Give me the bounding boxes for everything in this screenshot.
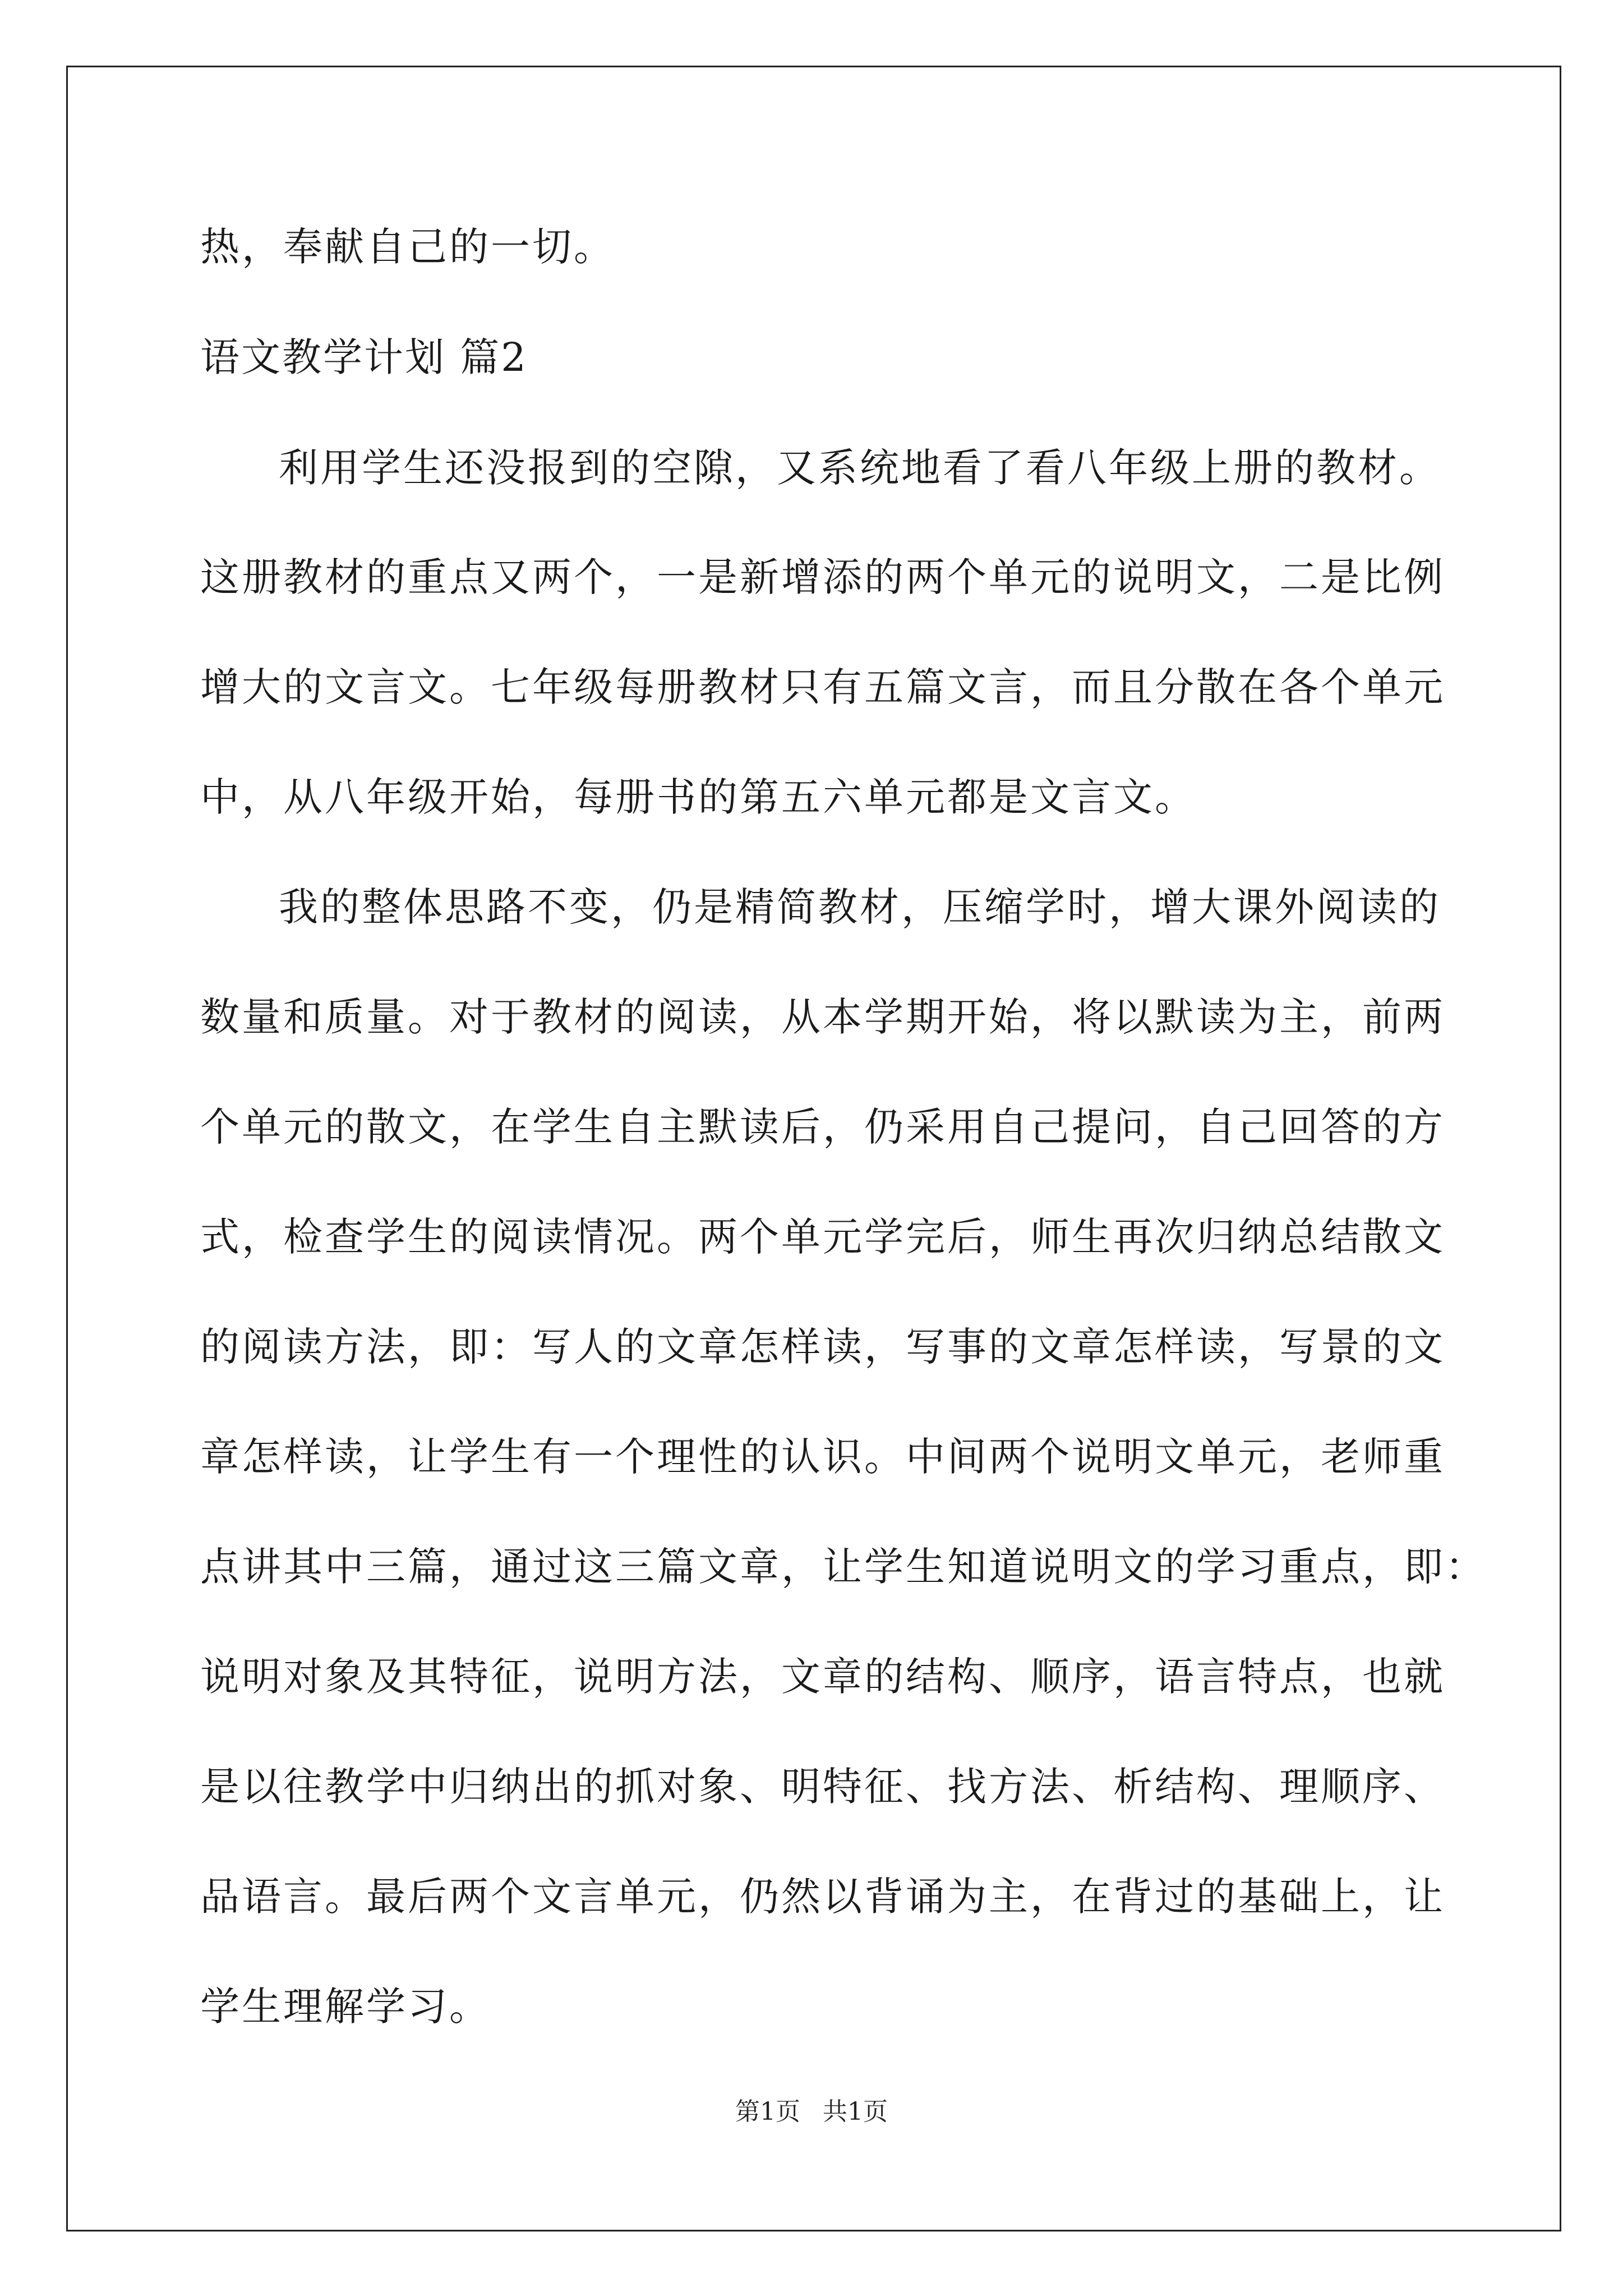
paragraph-1-line-1: 利用学生还没报到的空隙，又系统地看了看八年级上册的教材。	[279, 445, 1441, 491]
paragraph-1-line-4: 中，从八年级开始，每册书的第五六单元都是文言文。	[200, 774, 1196, 820]
paragraph-2-line-5: 的阅读方法，即：写人的文章怎样读，写事的文章怎样读，写景的文	[200, 1324, 1445, 1370]
paragraph-1-line-2: 这册教材的重点又两个，一是新增添的两个单元的说明文，二是比例	[200, 554, 1445, 600]
paragraph-2-line-6: 章怎样读，让学生有一个理性的认识。中间两个说明文单元，老师重	[200, 1434, 1445, 1480]
paragraph-2-line-9: 是以往教学中归纳出的抓对象、明特征、找方法、析结构、理顺序、	[200, 1764, 1445, 1810]
paragraph-2-line-7: 点讲其中三篇，通过这三篇文章，让学生知道说明文的学习重点，即：	[200, 1544, 1487, 1590]
paragraph-2-line-4: 式，检查学生的阅读情况。两个单元学完后，师生再次归纳总结散文	[200, 1214, 1445, 1260]
page-number-total: 共1页	[823, 2097, 888, 2126]
paragraph-1-line-3: 增大的文言文。七年级每册教材只有五篇文言，而且分散在各个单元	[200, 664, 1445, 710]
paragraph-2-line-1: 我的整体思路不变，仍是精简教材，压缩学时，增大课外阅读的	[279, 884, 1441, 930]
paragraph-2-line-11: 学生理解学习。	[200, 1984, 491, 2030]
section-heading: 语文教学计划 篇2	[200, 334, 528, 380]
paragraph-2-line-10: 品语言。最后两个文言单元，仍然以背诵为主，在背过的基础上，让	[200, 1874, 1445, 1920]
page-number-current: 第1页	[735, 2097, 800, 2126]
paragraph-2-line-8: 说明对象及其特征，说明方法，文章的结构、顺序，语言特点，也就	[200, 1654, 1445, 1700]
paragraph-2-line-3: 个单元的散文，在学生自主默读后，仍采用自己提问，自己回答的方	[200, 1104, 1445, 1150]
paragraph-2-line-2: 数量和质量。对于教材的阅读，从本学期开始，将以默读为主，前两	[200, 994, 1445, 1040]
text-line-1: 热，奉献自己的一切。	[200, 224, 615, 270]
page-footer	[0, 2098, 1623, 2126]
